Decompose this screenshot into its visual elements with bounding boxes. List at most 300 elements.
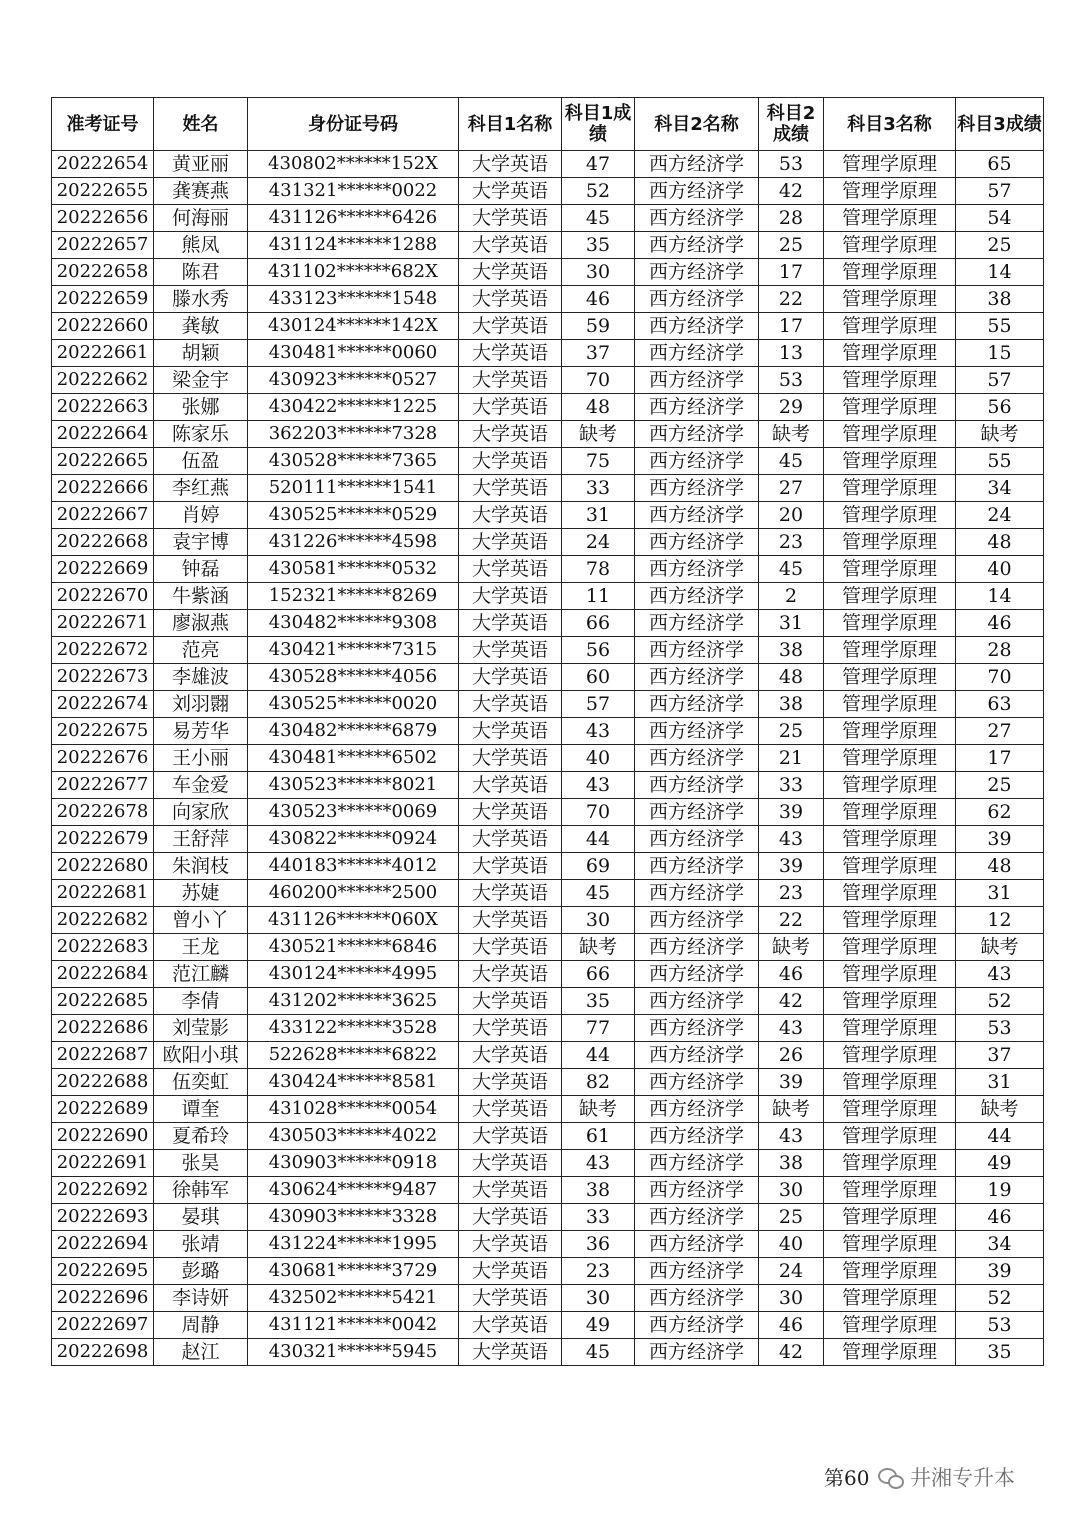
subject2-name-cell: 西方经济学	[635, 583, 759, 610]
table-row	[52, 907, 1044, 934]
name-cell: 袁宇博	[154, 529, 248, 556]
subject3-name-cell: 管理学原理	[824, 367, 956, 394]
subject3-score-cell: 56	[956, 394, 1044, 421]
subject3-name-cell: 管理学原理	[824, 232, 956, 259]
exam-id-cell: 20222654	[52, 151, 154, 178]
subject3-name-cell: 管理学原理	[824, 583, 956, 610]
id-number-cell: 430422******1225	[248, 394, 459, 421]
subject1-name-cell: 大学英语	[459, 286, 562, 313]
subject2-name-cell: 西方经济学	[635, 1231, 759, 1258]
exam-id-cell: 20222674	[52, 691, 154, 718]
subject2-score-cell: 25	[759, 1204, 824, 1231]
subject2-score-cell: 24	[759, 1258, 824, 1285]
id-number-cell: 520111******1541	[248, 475, 459, 502]
exam-id-cell: 20222683	[52, 934, 154, 961]
name-cell: 王小丽	[154, 745, 248, 772]
id-number-cell: 362203******7328	[248, 421, 459, 448]
subject1-name-cell: 大学英语	[459, 826, 562, 853]
subject2-score-cell: 42	[759, 1339, 824, 1366]
name-cell: 谭奎	[154, 1096, 248, 1123]
id-number-cell: 430503******4022	[248, 1123, 459, 1150]
name-cell: 梁金宇	[154, 367, 248, 394]
name-cell: 夏希玲	[154, 1123, 248, 1150]
subject3-score-cell: 49	[956, 1150, 1044, 1177]
exam-id-cell: 20222687	[52, 1042, 154, 1069]
subject1-score-cell: 59	[562, 313, 635, 340]
subject1-name-cell: 大学英语	[459, 1015, 562, 1042]
subject3-score-cell: 15	[956, 340, 1044, 367]
subject3-name-cell: 管理学原理	[824, 1258, 956, 1285]
subject1-name-cell: 大学英语	[459, 934, 562, 961]
subject1-score-cell: 23	[562, 1258, 635, 1285]
subject2-score-cell: 43	[759, 1015, 824, 1042]
id-number-cell: 433122******3528	[248, 1015, 459, 1042]
subject3-name-cell: 管理学原理	[824, 1312, 956, 1339]
table-row	[52, 367, 1044, 394]
table-row	[52, 1312, 1044, 1339]
name-cell: 刘莹影	[154, 1015, 248, 1042]
table-row	[52, 340, 1044, 367]
subject2-score-cell: 2	[759, 583, 824, 610]
table-row	[52, 529, 1044, 556]
subject3-name-cell: 管理学原理	[824, 826, 956, 853]
subject1-name-cell: 大学英语	[459, 799, 562, 826]
subject1-name-cell: 大学英语	[459, 556, 562, 583]
name-cell: 龚敏	[154, 313, 248, 340]
subject1-name-cell: 大学英语	[459, 880, 562, 907]
name-cell: 黄亚丽	[154, 151, 248, 178]
subject2-score-cell: 20	[759, 502, 824, 529]
subject2-name-cell: 西方经济学	[635, 313, 759, 340]
id-number-cell: 431124******1288	[248, 232, 459, 259]
name-cell: 晏琪	[154, 1204, 248, 1231]
page-number: 第60	[824, 1466, 870, 1490]
subject1-score-cell: 57	[562, 691, 635, 718]
id-number-cell: 430822******0924	[248, 826, 459, 853]
subject2-name-cell: 西方经济学	[635, 1177, 759, 1204]
subject2-score-cell: 17	[759, 313, 824, 340]
id-number-cell: 430521******6846	[248, 934, 459, 961]
subject1-score-cell: 33	[562, 475, 635, 502]
header-subject2-name: 科目2名称	[635, 98, 759, 151]
exam-id-cell: 20222668	[52, 529, 154, 556]
id-number-cell: 460200******2500	[248, 880, 459, 907]
subject2-score-cell: 45	[759, 556, 824, 583]
name-cell: 王舒萍	[154, 826, 248, 853]
id-number-cell: 431321******0022	[248, 178, 459, 205]
subject2-score-cell: 25	[759, 232, 824, 259]
exam-id-cell: 20222665	[52, 448, 154, 475]
exam-id-cell: 20222655	[52, 178, 154, 205]
table-row	[52, 1150, 1044, 1177]
table-row	[52, 1042, 1044, 1069]
id-number-cell: 430528******4056	[248, 664, 459, 691]
name-cell: 何海丽	[154, 205, 248, 232]
subject3-score-cell: 65	[956, 151, 1044, 178]
name-cell: 苏婕	[154, 880, 248, 907]
subject2-name-cell: 西方经济学	[635, 502, 759, 529]
table-row	[52, 1285, 1044, 1312]
subject1-name-cell: 大学英语	[459, 340, 562, 367]
wechat-icon	[878, 1466, 904, 1488]
table-row	[52, 475, 1044, 502]
exam-id-cell: 20222679	[52, 826, 154, 853]
subject1-score-cell: 11	[562, 583, 635, 610]
subject2-name-cell: 西方经济学	[635, 448, 759, 475]
subject3-name-cell: 管理学原理	[824, 1015, 956, 1042]
id-number-cell: 430523******0069	[248, 799, 459, 826]
subject3-score-cell: 17	[956, 745, 1044, 772]
name-cell: 熊凤	[154, 232, 248, 259]
name-cell: 张昊	[154, 1150, 248, 1177]
subject1-name-cell: 大学英语	[459, 1096, 562, 1123]
id-number-cell: 430525******0020	[248, 691, 459, 718]
subject1-score-cell: 43	[562, 772, 635, 799]
subject3-score-cell: 57	[956, 178, 1044, 205]
subject1-name-cell: 大学英语	[459, 178, 562, 205]
exam-id-cell: 20222659	[52, 286, 154, 313]
subject2-name-cell: 西方经济学	[635, 475, 759, 502]
subject1-name-cell: 大学英语	[459, 637, 562, 664]
name-cell: 刘羽翾	[154, 691, 248, 718]
subject1-name-cell: 大学英语	[459, 691, 562, 718]
name-cell: 李倩	[154, 988, 248, 1015]
id-number-cell: 430124******142X	[248, 313, 459, 340]
subject3-score-cell: 37	[956, 1042, 1044, 1069]
subject1-name-cell: 大学英语	[459, 151, 562, 178]
subject3-name-cell: 管理学原理	[824, 205, 956, 232]
subject2-name-cell: 西方经济学	[635, 1258, 759, 1285]
subject2-name-cell: 西方经济学	[635, 367, 759, 394]
subject3-score-cell: 63	[956, 691, 1044, 718]
subject1-name-cell: 大学英语	[459, 475, 562, 502]
subject2-score-cell: 缺考	[759, 934, 824, 961]
exam-id-cell: 20222693	[52, 1204, 154, 1231]
id-number-cell: 431224******1995	[248, 1231, 459, 1258]
exam-id-cell: 20222696	[52, 1285, 154, 1312]
subject2-name-cell: 西方经济学	[635, 637, 759, 664]
subject3-name-cell: 管理学原理	[824, 1231, 956, 1258]
subject2-score-cell: 27	[759, 475, 824, 502]
exam-id-cell: 20222664	[52, 421, 154, 448]
subject3-name-cell: 管理学原理	[824, 421, 956, 448]
subject1-score-cell: 30	[562, 259, 635, 286]
subject3-score-cell: 38	[956, 286, 1044, 313]
subject2-score-cell: 22	[759, 286, 824, 313]
subject2-name-cell: 西方经济学	[635, 691, 759, 718]
subject1-name-cell: 大学英语	[459, 1312, 562, 1339]
exam-id-cell: 20222661	[52, 340, 154, 367]
subject2-name-cell: 西方经济学	[635, 826, 759, 853]
subject1-score-cell: 69	[562, 853, 635, 880]
subject2-score-cell: 28	[759, 205, 824, 232]
subject2-score-cell: 22	[759, 907, 824, 934]
subject1-score-cell: 46	[562, 286, 635, 313]
subject1-name-cell: 大学英语	[459, 1150, 562, 1177]
exam-id-cell: 20222657	[52, 232, 154, 259]
subject3-score-cell: 54	[956, 205, 1044, 232]
id-number-cell: 440183******4012	[248, 853, 459, 880]
table-row	[52, 151, 1044, 178]
subject1-score-cell: 缺考	[562, 934, 635, 961]
subject3-name-cell: 管理学原理	[824, 745, 956, 772]
subject3-score-cell: 25	[956, 772, 1044, 799]
name-cell: 彭璐	[154, 1258, 248, 1285]
subject3-score-cell: 缺考	[956, 934, 1044, 961]
name-cell: 张娜	[154, 394, 248, 421]
subject1-name-cell: 大学英语	[459, 745, 562, 772]
subject3-score-cell: 24	[956, 502, 1044, 529]
header-row	[52, 98, 1044, 151]
exam-id-cell: 20222666	[52, 475, 154, 502]
watermark-text: 井湘专升本	[910, 1466, 1015, 1490]
subject1-score-cell: 36	[562, 1231, 635, 1258]
subject2-name-cell: 西方经济学	[635, 178, 759, 205]
subject1-name-cell: 大学英语	[459, 394, 562, 421]
id-number-cell: 522628******6822	[248, 1042, 459, 1069]
subject3-name-cell: 管理学原理	[824, 556, 956, 583]
table-row	[52, 1015, 1044, 1042]
subject3-name-cell: 管理学原理	[824, 853, 956, 880]
subject1-name-cell: 大学英语	[459, 1258, 562, 1285]
id-number-cell: 433123******1548	[248, 286, 459, 313]
exam-id-cell: 20222692	[52, 1177, 154, 1204]
subject1-name-cell: 大学英语	[459, 502, 562, 529]
subject3-score-cell: 48	[956, 853, 1044, 880]
watermark	[878, 1462, 1015, 1492]
subject3-name-cell: 管理学原理	[824, 529, 956, 556]
table-row	[52, 556, 1044, 583]
subject2-name-cell: 西方经济学	[635, 961, 759, 988]
subject1-name-cell: 大学英语	[459, 367, 562, 394]
header-subject1-name: 科目1名称	[459, 98, 562, 151]
exam-id-cell: 20222682	[52, 907, 154, 934]
subject2-score-cell: 23	[759, 529, 824, 556]
subject3-name-cell: 管理学原理	[824, 286, 956, 313]
subject2-score-cell: 42	[759, 988, 824, 1015]
exam-id-cell: 20222677	[52, 772, 154, 799]
subject3-score-cell: 53	[956, 1312, 1044, 1339]
table-row	[52, 205, 1044, 232]
subject3-name-cell: 管理学原理	[824, 637, 956, 664]
id-number-cell: 432502******5421	[248, 1285, 459, 1312]
subject1-score-cell: 45	[562, 880, 635, 907]
exam-id-cell: 20222678	[52, 799, 154, 826]
subject2-score-cell: 33	[759, 772, 824, 799]
subject3-score-cell: 46	[956, 610, 1044, 637]
subject3-score-cell: 28	[956, 637, 1044, 664]
subject3-name-cell: 管理学原理	[824, 772, 956, 799]
table-row	[52, 583, 1044, 610]
subject3-name-cell: 管理学原理	[824, 691, 956, 718]
id-number-cell: 431028******0054	[248, 1096, 459, 1123]
subject2-score-cell: 45	[759, 448, 824, 475]
subject3-name-cell: 管理学原理	[824, 1123, 956, 1150]
subject1-score-cell: 35	[562, 232, 635, 259]
name-cell: 李诗妍	[154, 1285, 248, 1312]
subject2-score-cell: 缺考	[759, 1096, 824, 1123]
table-row	[52, 1069, 1044, 1096]
name-cell: 陈君	[154, 259, 248, 286]
subject3-name-cell: 管理学原理	[824, 1339, 956, 1366]
id-number-cell: 430923******0527	[248, 367, 459, 394]
subject1-score-cell: 40	[562, 745, 635, 772]
subject2-score-cell: 39	[759, 799, 824, 826]
name-cell: 王龙	[154, 934, 248, 961]
subject1-score-cell: 48	[562, 394, 635, 421]
name-cell: 徐韩军	[154, 1177, 248, 1204]
exam-id-cell: 20222694	[52, 1231, 154, 1258]
table-row	[52, 1339, 1044, 1366]
name-cell: 钟磊	[154, 556, 248, 583]
subject1-score-cell: 30	[562, 1285, 635, 1312]
subject2-score-cell: 46	[759, 961, 824, 988]
subject1-score-cell: 66	[562, 610, 635, 637]
subject2-score-cell: 46	[759, 1312, 824, 1339]
subject1-name-cell: 大学英语	[459, 529, 562, 556]
subject1-score-cell: 77	[562, 1015, 635, 1042]
subject2-name-cell: 西方经济学	[635, 529, 759, 556]
subject1-score-cell: 35	[562, 988, 635, 1015]
subject2-score-cell: 42	[759, 178, 824, 205]
subject2-score-cell: 25	[759, 718, 824, 745]
table-row	[52, 178, 1044, 205]
header-id-number: 身份证号码	[248, 98, 459, 151]
subject3-score-cell: 35	[956, 1339, 1044, 1366]
subject3-name-cell: 管理学原理	[824, 799, 956, 826]
subject2-name-cell: 西方经济学	[635, 907, 759, 934]
name-cell: 李雄波	[154, 664, 248, 691]
exam-id-cell: 20222690	[52, 1123, 154, 1150]
id-number-cell: 430481******0060	[248, 340, 459, 367]
subject1-score-cell: 70	[562, 367, 635, 394]
subject2-name-cell: 西方经济学	[635, 934, 759, 961]
name-cell: 伍盈	[154, 448, 248, 475]
subject3-score-cell: 43	[956, 961, 1044, 988]
subject1-name-cell: 大学英语	[459, 232, 562, 259]
exam-id-cell: 20222684	[52, 961, 154, 988]
name-cell: 龚赛燕	[154, 178, 248, 205]
subject1-name-cell: 大学英语	[459, 448, 562, 475]
table-row	[52, 1096, 1044, 1123]
subject1-score-cell: 24	[562, 529, 635, 556]
subject3-score-cell: 62	[956, 799, 1044, 826]
subject2-score-cell: 43	[759, 826, 824, 853]
table-row	[52, 448, 1044, 475]
subject1-name-cell: 大学英语	[459, 1123, 562, 1150]
id-number-cell: 152321******8269	[248, 583, 459, 610]
name-cell: 范江麟	[154, 961, 248, 988]
subject3-name-cell: 管理学原理	[824, 988, 956, 1015]
subject1-score-cell: 44	[562, 826, 635, 853]
subject3-score-cell: 39	[956, 1258, 1044, 1285]
exam-id-cell: 20222662	[52, 367, 154, 394]
header-exam-id: 准考证号	[52, 98, 154, 151]
exam-id-cell: 20222691	[52, 1150, 154, 1177]
table-row	[52, 1231, 1044, 1258]
subject3-name-cell: 管理学原理	[824, 1150, 956, 1177]
exam-id-cell: 20222695	[52, 1258, 154, 1285]
subject2-name-cell: 西方经济学	[635, 1069, 759, 1096]
subject1-score-cell: 44	[562, 1042, 635, 1069]
id-number-cell: 431202******3625	[248, 988, 459, 1015]
table-row	[52, 610, 1044, 637]
subject1-score-cell: 47	[562, 151, 635, 178]
subject3-name-cell: 管理学原理	[824, 1285, 956, 1312]
subject2-name-cell: 西方经济学	[635, 664, 759, 691]
id-number-cell: 430525******0529	[248, 502, 459, 529]
subject1-name-cell: 大学英语	[459, 313, 562, 340]
subject2-name-cell: 西方经济学	[635, 1042, 759, 1069]
table-row	[52, 961, 1044, 988]
subject3-score-cell: 44	[956, 1123, 1044, 1150]
id-number-cell: 430903******0918	[248, 1150, 459, 1177]
id-number-cell: 431126******6426	[248, 205, 459, 232]
subject3-score-cell: 31	[956, 1069, 1044, 1096]
subject2-name-cell: 西方经济学	[635, 1123, 759, 1150]
subject2-score-cell: 43	[759, 1123, 824, 1150]
header-subject3-score: 科目3成绩	[956, 98, 1044, 151]
exam-id-cell: 20222663	[52, 394, 154, 421]
subject2-name-cell: 西方经济学	[635, 151, 759, 178]
subject3-score-cell: 48	[956, 529, 1044, 556]
subject3-score-cell: 27	[956, 718, 1044, 745]
subject1-score-cell: 缺考	[562, 421, 635, 448]
subject1-name-cell: 大学英语	[459, 1069, 562, 1096]
subject3-name-cell: 管理学原理	[824, 313, 956, 340]
subject2-name-cell: 西方经济学	[635, 205, 759, 232]
subject3-score-cell: 40	[956, 556, 1044, 583]
table-row	[52, 259, 1044, 286]
id-number-cell: 430528******7365	[248, 448, 459, 475]
subject3-name-cell: 管理学原理	[824, 1069, 956, 1096]
subject3-name-cell: 管理学原理	[824, 1096, 956, 1123]
subject3-score-cell: 53	[956, 1015, 1044, 1042]
exam-id-cell: 20222681	[52, 880, 154, 907]
table-row	[52, 232, 1044, 259]
subject2-name-cell: 西方经济学	[635, 421, 759, 448]
name-cell: 朱润枝	[154, 853, 248, 880]
exam-id-cell: 20222688	[52, 1069, 154, 1096]
subject1-score-cell: 56	[562, 637, 635, 664]
subject1-score-cell: 38	[562, 1177, 635, 1204]
table-row	[52, 745, 1044, 772]
subject1-name-cell: 大学英语	[459, 1231, 562, 1258]
subject2-score-cell: 38	[759, 637, 824, 664]
subject3-score-cell: 70	[956, 664, 1044, 691]
subject2-score-cell: 38	[759, 691, 824, 718]
exam-id-cell: 20222671	[52, 610, 154, 637]
subject1-score-cell: 45	[562, 1339, 635, 1366]
subject3-name-cell: 管理学原理	[824, 394, 956, 421]
subject3-score-cell: 55	[956, 448, 1044, 475]
id-number-cell: 430681******3729	[248, 1258, 459, 1285]
id-number-cell: 430482******9308	[248, 610, 459, 637]
subject1-name-cell: 大学英语	[459, 1339, 562, 1366]
subject1-score-cell: 61	[562, 1123, 635, 1150]
subject3-name-cell: 管理学原理	[824, 907, 956, 934]
table-row	[52, 1177, 1044, 1204]
subject3-score-cell: 52	[956, 988, 1044, 1015]
subject3-name-cell: 管理学原理	[824, 610, 956, 637]
exam-id-cell: 20222660	[52, 313, 154, 340]
name-cell: 肖婷	[154, 502, 248, 529]
exam-id-cell: 20222697	[52, 1312, 154, 1339]
subject2-name-cell: 西方经济学	[635, 394, 759, 421]
name-cell: 张靖	[154, 1231, 248, 1258]
table-row	[52, 1123, 1044, 1150]
score-table	[51, 97, 1044, 1366]
